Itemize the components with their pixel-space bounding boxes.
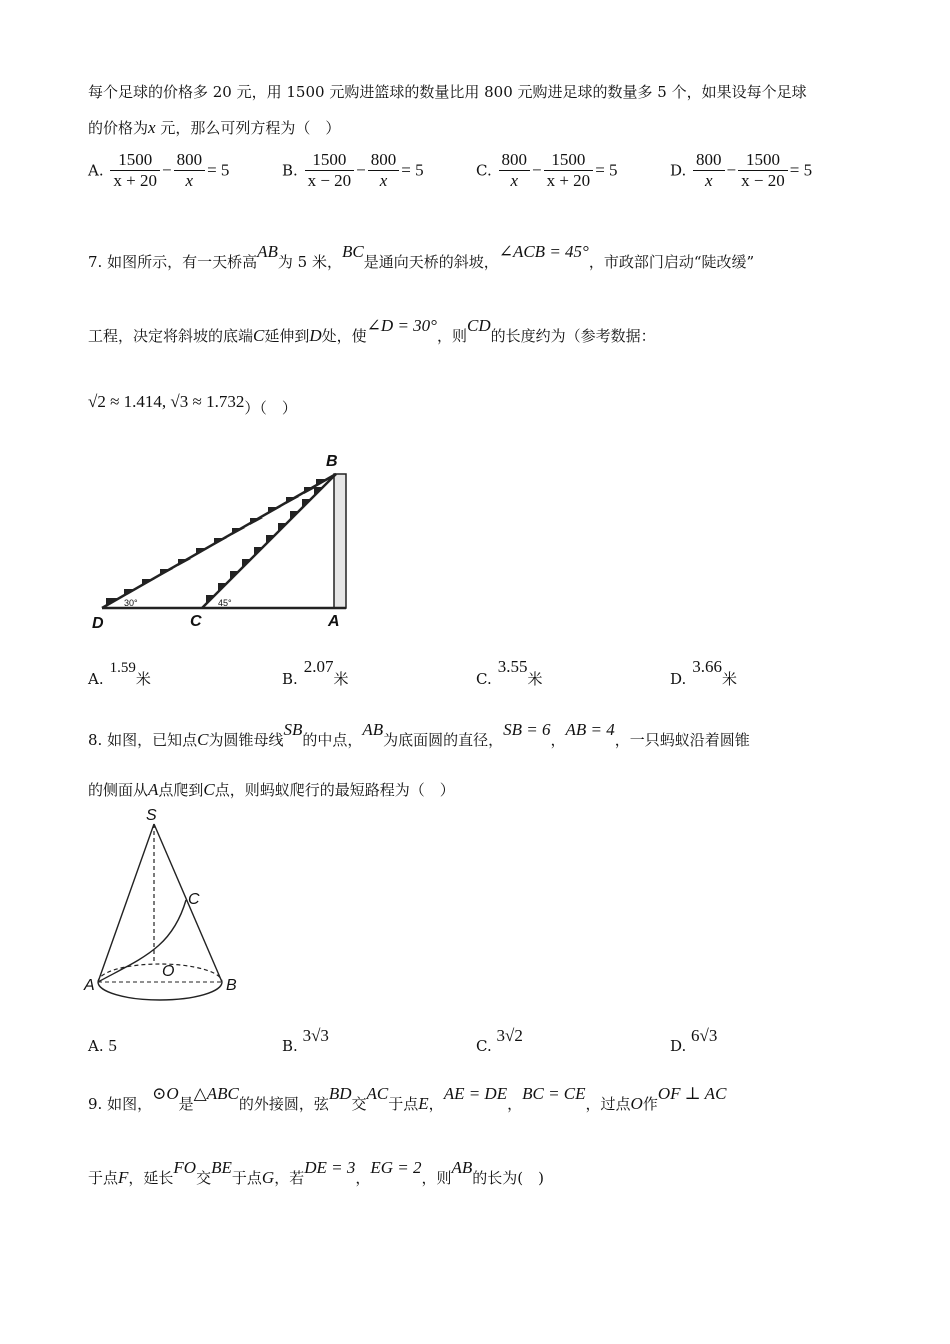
label-d: D (92, 615, 104, 632)
fraction: $\frac{800}{x}$ (174, 150, 206, 191)
q7-line-3: √2 ≈ 1.414, √3 ≈ 1.732）（ ） (88, 392, 297, 417)
option-label: C. (476, 161, 492, 180)
q6-text-2b: 元，那么可列方程为（ ） (155, 119, 341, 137)
angle-45-label: 45° (218, 598, 232, 608)
option-label: D. (670, 161, 687, 180)
q6-option-d[interactable]: D. $\frac{800}{x}$ − $\frac{1500}{x - 20}$ = 5 (670, 150, 813, 190)
fraction: $\frac{1500}{x + 20}$ (110, 150, 160, 191)
q8-option-a[interactable]: A. 5 (88, 1036, 117, 1055)
label-a: A (328, 613, 340, 630)
fraction: $\frac{1500}{x - 20}$ (738, 150, 788, 191)
label-c: C (188, 891, 200, 908)
q7-option-c[interactable]: C.3.55米 (476, 657, 543, 688)
q6-option-b[interactable]: B. $\frac{1500}{x - 20}$ − $\frac{800}{x}$ = 5 (282, 150, 424, 190)
q6-line-2 (88, 118, 340, 138)
fraction: $\frac{1500}{x - 20}$ (305, 150, 355, 191)
label-c: C (190, 613, 202, 630)
cone-figure (82, 808, 242, 1008)
fraction: $\frac{1500}{x + 20}$ (544, 150, 594, 191)
q7-option-d[interactable]: D.3.66米 (670, 657, 738, 688)
angle-30-label: 30° (124, 598, 138, 608)
q8-line-2: 的侧面从A点爬到C点，则蚂蚁爬行的最短路程为（ ） (88, 780, 455, 799)
label-a: A (84, 977, 95, 994)
label-s: S (146, 808, 157, 824)
q9-line-2: 于点F，延长FO交BE于点G，若DE = 3，EG = 2，则AB的长为( ) (88, 1158, 545, 1187)
base-back-arc (98, 964, 222, 982)
base-front-arc (98, 982, 222, 1000)
q6-line-1 (88, 82, 807, 102)
reference-data: √2 ≈ 1.414, √3 ≈ 1.732 (88, 392, 245, 411)
q7-option-b[interactable]: B.2.07米 (282, 657, 349, 688)
label-o: O (162, 963, 175, 980)
q8-option-b[interactable]: B. 3√3 (282, 1026, 329, 1055)
fraction: $\frac{800}{x}$ (499, 150, 531, 191)
q6-option-c[interactable]: C. $\frac{800}{x}$ − $\frac{1500}{x + 20}$ = 5 (476, 150, 618, 190)
q9-line-1: 9. 如图，⊙O是△ABC的外接圆，弦BD交AC于点E，AE = DE，BC = CE，过点O作OF ⊥ AC (88, 1084, 727, 1113)
q6-var-x: x (148, 118, 156, 137)
label-b: B (326, 453, 338, 470)
option-label: B. (282, 161, 298, 180)
q6-option-a[interactable]: A. $\frac{1500}{x + 20}$ − $\frac{800}{x}$ = 5 (88, 150, 230, 190)
fraction: $\frac{800}{x}$ (693, 150, 725, 191)
q6-text-1: 每个足球的价格多 20 元，用 1500 元购进篮球的数量比用 800 元购进足球的数量多 5 个，如果设每个足球 (88, 83, 807, 101)
option-label: A. (88, 161, 104, 180)
label-b: B (226, 977, 237, 994)
q6-text-2a: 的价格为 (88, 119, 149, 137)
q8-option-c[interactable]: C. 3√2 (476, 1026, 523, 1055)
q7-line-2: 工程，决定将斜坡的底端C延伸到D处，使∠D = 30°，则CD的长度约为（参考数据： (88, 316, 656, 345)
slant-sa (98, 824, 154, 982)
q8-option-d[interactable]: D. 6√3 (670, 1026, 718, 1055)
bridge-ramp-figure (90, 446, 360, 636)
q7-line-1: 7. 如图所示，有一天桥高AB为 5 米，BC是通向天桥的斜坡，∠ACB = 45°，市政部门启动“陡改缓” (88, 242, 755, 271)
q8-line-1: 8. 如图，已知点C为圆锥母线SB的中点，AB为底面圆的直径，SB = 6，AB = 4，一只蚂蚁沿着圆锥 (88, 720, 750, 749)
bridge-pillar (334, 474, 346, 608)
fraction: $\frac{800}{x}$ (368, 150, 400, 191)
q7-option-a[interactable]: A.1.59米 (88, 660, 151, 688)
